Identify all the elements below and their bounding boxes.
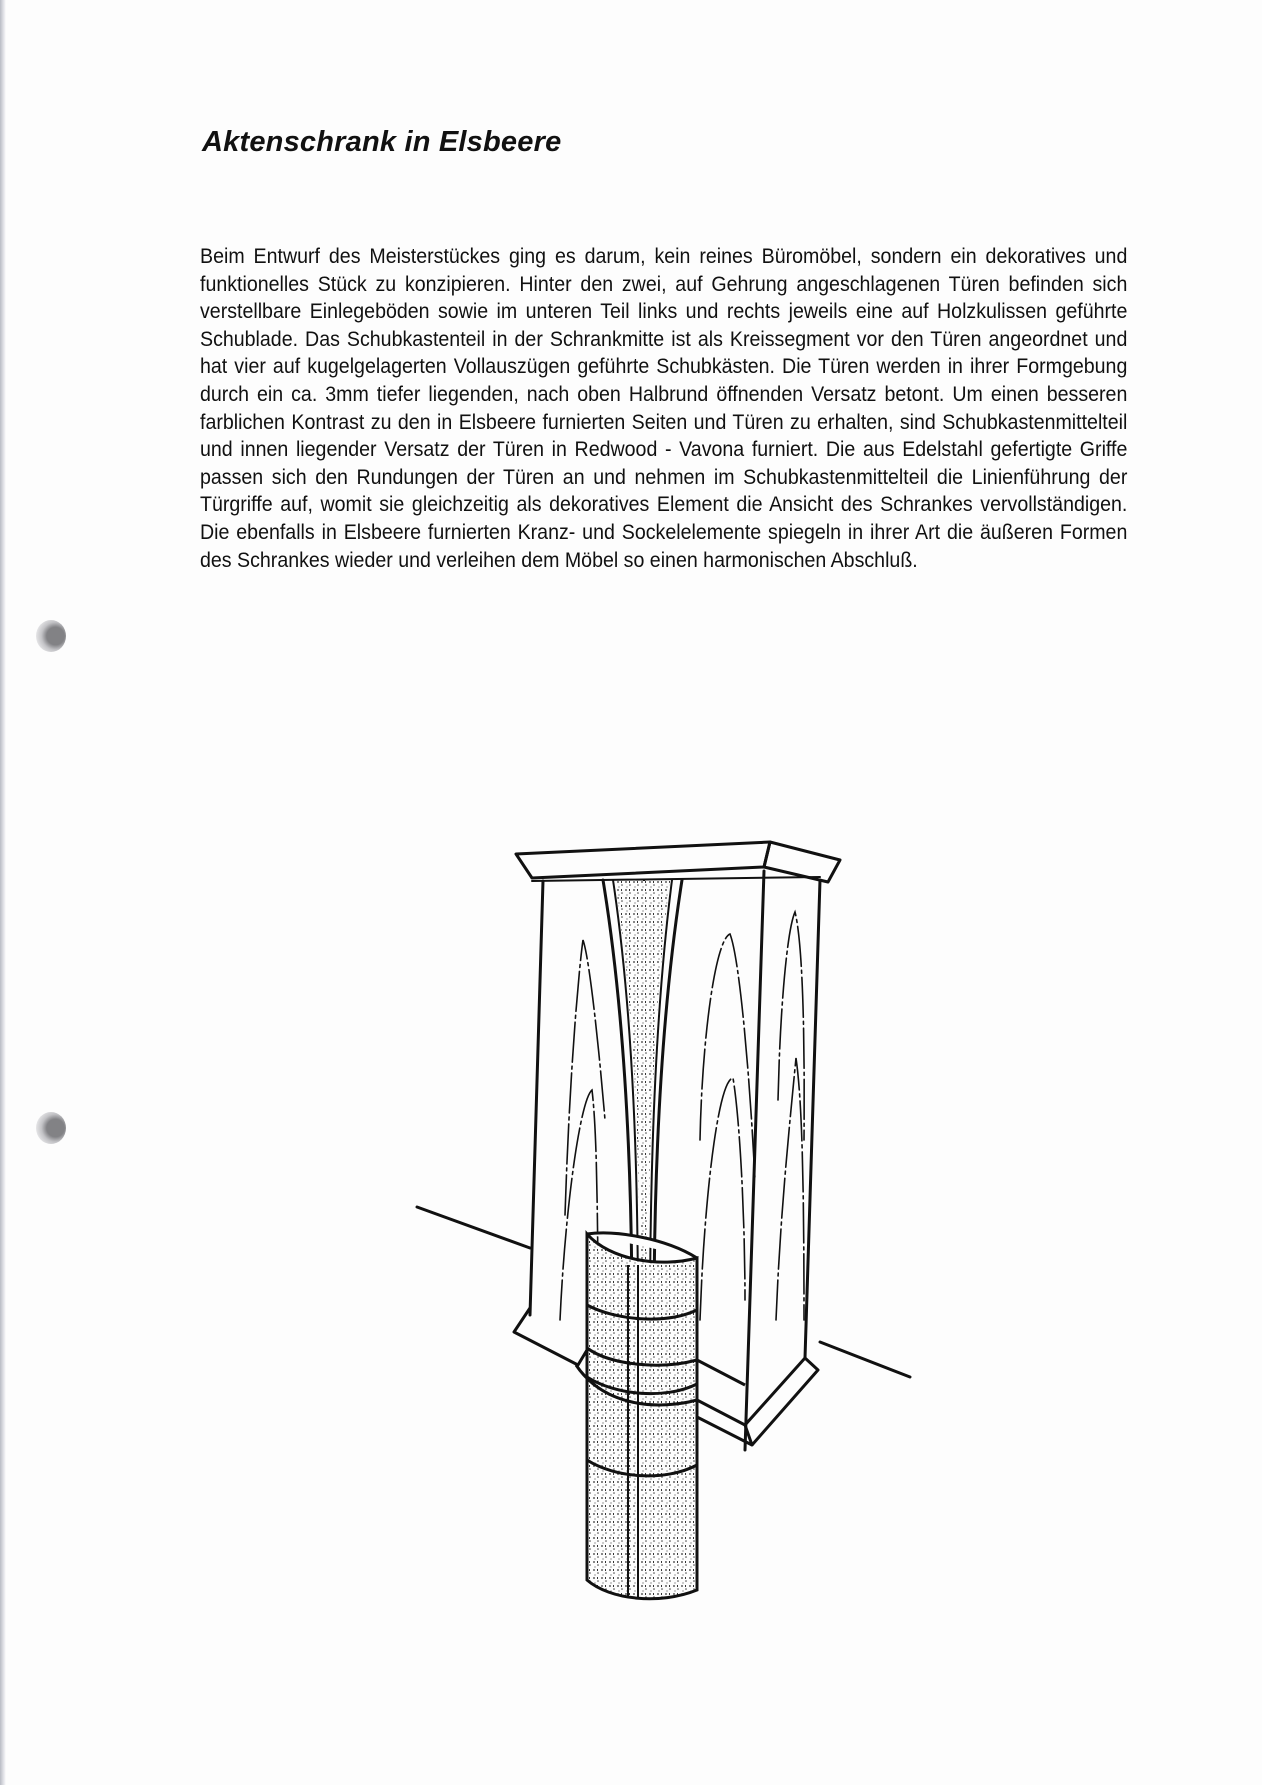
plinth-right-side — [745, 1358, 818, 1445]
body-left-edge — [530, 881, 543, 1315]
plinth-right-front — [697, 1400, 752, 1445]
grain-right-door-2 — [700, 1078, 745, 1320]
grain-left-door-1 — [565, 940, 605, 1215]
plinth-front-top — [697, 1360, 745, 1385]
scan-edge-shadow — [0, 0, 6, 1785]
document-title: Aktenschrank in Elsbeere — [202, 126, 562, 158]
floor-line-left — [417, 1207, 530, 1248]
drawer-tower-body — [587, 1234, 697, 1599]
door-recess-veneer — [615, 881, 670, 1320]
cabinet-illustration — [400, 760, 1120, 1640]
floor-line-right — [820, 1342, 910, 1377]
plinth-left — [514, 1308, 587, 1365]
punch-hole-top — [36, 620, 66, 652]
cornice-side — [764, 842, 840, 882]
cornice-front — [516, 842, 770, 878]
cornice-underline — [532, 877, 820, 881]
drawer-tower — [587, 1234, 697, 1599]
body-paragraph: Beim Entwurf des Meisterstückes ging es darum, kein reines Büromöbel, sondern ein dekoratives und funktionelles Stück zu konzipieren. Hinter den zwei, auf Gehrung angeschlagenen Türen befinden sich verstellbare Einlegeböden sowie im unteren Teil links und rechts jeweils eine auf Holzkulissen geführte Schublade. Das Schubkastenteil in der Schrankmitte ist als Kreissegment vor den Türen angeordnet und hat vier auf kugelgelagerten Vollauszügen geführte Schubkästen. Die Türen werden in ihrer Formgebung durch ein ca. 3mm tiefer liegenden, nach oben Halbrund öffnenden Versatz betont. Um einen besseren farblichen Kontrast zu den in Elsbeere furnierten Seiten und Türen zu erhalten, sind Schubkastenmittelteil und innen liegender Versatz der Türen in Redwood - Vavona furniert. Die aus Edelstahl gefertigte Griffe passen sich den Rundungen der Türen an und nehmen im Schubkastenmittelteil die Linienführung der Türgriffe auf, womit sie gleichzeitig als dekoratives Element die Ansicht des Schrankes vervollständigen. Die ebenfalls in Elsbeere furnierten Kranz- und Sockelelemente spiegeln in ihrer Art die äußeren Formen des Schrankes wieder und verleihen dem Möbel so einen harmonischen Abschluß. — [200, 244, 1128, 572]
punch-hole-bottom — [36, 1112, 66, 1144]
body-side-right-edge — [805, 880, 820, 1358]
cabinet-drawing-svg — [400, 760, 1120, 1640]
grain-side-2 — [776, 1058, 804, 1320]
grain-right-door-1 — [700, 934, 755, 1180]
